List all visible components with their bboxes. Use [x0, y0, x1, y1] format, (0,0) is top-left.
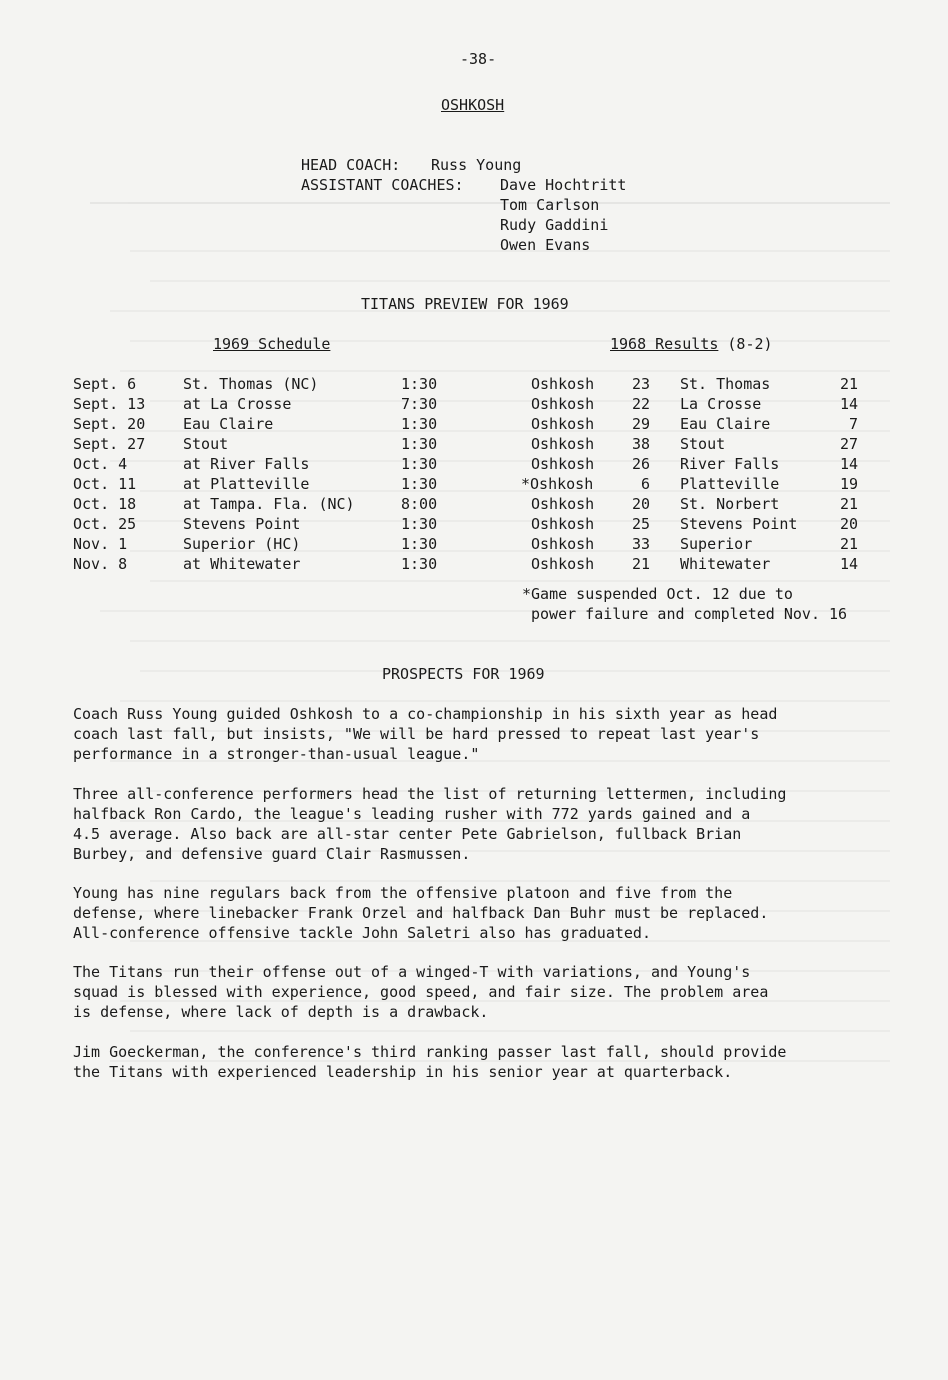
- result-team: *Oshkosh: [521, 475, 594, 493]
- result-score: 22: [631, 395, 650, 413]
- head-coach-label: HEAD COACH:: [301, 156, 401, 174]
- schedule-opponent: Stout: [183, 435, 229, 453]
- result-score: 25: [631, 515, 650, 533]
- schedule-time: 1:30: [401, 535, 438, 553]
- result-opp-score: 21: [839, 535, 858, 553]
- schedule-time: 1:30: [401, 415, 438, 433]
- schedule-date: Oct. 25: [73, 515, 137, 533]
- results-footnote-line1: *Game suspended Oct. 12 due to: [522, 585, 793, 603]
- schedule-date: Sept. 6: [73, 375, 137, 393]
- schedule-time: 7:30: [401, 395, 438, 413]
- assistant-coach: Owen Evans: [500, 236, 591, 254]
- paragraph-line: halfback Ron Cardo, the league's leading rusher with 772 yards gained and a: [73, 805, 751, 823]
- paragraph-line: the Titans with experienced leadership in his senior year at quarterback.: [73, 1063, 733, 1081]
- schedule-time: 1:30: [401, 555, 438, 573]
- result-team: Oshkosh: [531, 535, 595, 553]
- schedule-opponent: at River Falls: [183, 455, 310, 473]
- schedule-time: 1:30: [401, 375, 438, 393]
- result-opponent: Whitewater: [680, 555, 771, 573]
- result-team: Oshkosh: [531, 555, 595, 573]
- result-opponent: Platteville: [680, 475, 780, 493]
- result-opponent: Stout: [680, 435, 726, 453]
- paragraph-line: The Titans run their offense out of a winged-T with variations, and Young's: [73, 963, 751, 981]
- result-score: 38: [631, 435, 650, 453]
- schedule-date: Nov. 8: [73, 555, 128, 573]
- head-coach-name: Russ Young: [431, 156, 522, 174]
- result-opp-score: 14: [839, 395, 858, 413]
- schedule-date: Sept. 27: [73, 435, 146, 453]
- schedule-time: 1:30: [401, 515, 438, 533]
- results-header-label: 1968 Results: [610, 335, 719, 353]
- schedule-opponent: at La Crosse: [183, 395, 292, 413]
- result-opp-score: 21: [839, 375, 858, 393]
- result-opp-score: 14: [839, 455, 858, 473]
- schedule-date: Sept. 13: [73, 395, 146, 413]
- result-opponent: La Crosse: [680, 395, 762, 413]
- result-score: 26: [631, 455, 650, 473]
- result-team: Oshkosh: [531, 495, 595, 513]
- results-footnote-line2: power failure and completed Nov. 16: [531, 605, 848, 623]
- result-opp-score: 7: [848, 415, 858, 433]
- schedule-date: Sept. 20: [73, 415, 146, 433]
- result-opponent: Superior: [680, 535, 753, 553]
- schedule-time: 1:30: [401, 435, 438, 453]
- paragraph-line: Jim Goeckerman, the conference's third ranking passer last fall, should provide: [73, 1043, 787, 1061]
- result-opp-score: 21: [839, 495, 858, 513]
- schedule-opponent: Superior (HC): [183, 535, 301, 553]
- schedule-opponent: Stevens Point: [183, 515, 301, 533]
- result-opponent: Eau Claire: [680, 415, 771, 433]
- result-score: 29: [631, 415, 650, 433]
- school-title: OSHKOSH: [441, 96, 505, 114]
- paragraph-line: performance in a stronger-than-usual league.": [73, 745, 480, 763]
- schedule-opponent: Eau Claire: [183, 415, 274, 433]
- schedule-time: 1:30: [401, 475, 438, 493]
- paragraph: [73, 883, 873, 943]
- preview-title: TITANS PREVIEW FOR 1969: [361, 295, 569, 313]
- paragraph-line: coach last fall, but insists, "We will be hard pressed to repeat last year's: [73, 725, 760, 743]
- assistant-coach: Tom Carlson: [500, 196, 600, 214]
- schedule-date: Oct. 4: [73, 455, 128, 473]
- prospects-title: PROSPECTS FOR 1969: [382, 665, 545, 683]
- result-team: Oshkosh: [531, 415, 595, 433]
- assistant-coach: Dave Hochtritt: [500, 176, 627, 194]
- assistant-coaches-label: ASSISTANT COACHES:: [301, 176, 464, 194]
- result-team: Oshkosh: [531, 515, 595, 533]
- paragraph: [73, 962, 873, 1022]
- result-opp-score: 27: [839, 435, 858, 453]
- paragraph: [73, 704, 873, 764]
- paragraph-line: All-conference offensive tackle John Saletri also has graduated.: [73, 924, 651, 942]
- schedule-opponent: at Platteville: [183, 475, 310, 493]
- paragraph-line: 4.5 average. Also back are all-star center Pete Gabrielson, fullback Brian: [73, 825, 742, 843]
- paragraph-line: Three all-conference performers head the list of returning lettermen, including: [73, 785, 787, 803]
- paragraph-line: Coach Russ Young guided Oshkosh to a co-championship in his sixth year as head: [73, 705, 778, 723]
- schedule-opponent: at Tampa. Fla. (NC): [183, 495, 355, 513]
- paragraph-line: Young has nine regulars back from the offensive platoon and five from the: [73, 884, 733, 902]
- result-team: Oshkosh: [531, 435, 595, 453]
- schedule-date: Nov. 1: [73, 535, 128, 553]
- result-team: Oshkosh: [531, 395, 595, 413]
- result-opponent: St. Norbert: [680, 495, 780, 513]
- result-score: 33: [631, 535, 650, 553]
- assistant-coach: Rudy Gaddini: [500, 216, 609, 234]
- schedule-header: 1969 Schedule: [213, 335, 331, 353]
- schedule-opponent: St. Thomas (NC): [183, 375, 319, 393]
- result-score: 20: [631, 495, 650, 513]
- result-opp-score: 14: [839, 555, 858, 573]
- result-score: 23: [631, 375, 650, 393]
- paragraph-line: Burbey, and defensive guard Clair Rasmussen.: [73, 845, 471, 863]
- schedule-time: 1:30: [401, 455, 438, 473]
- result-team: Oshkosh: [531, 455, 595, 473]
- result-opponent: River Falls: [680, 455, 780, 473]
- paragraph: [73, 784, 873, 864]
- schedule-date: Oct. 11: [73, 475, 137, 493]
- result-opponent: Stevens Point: [680, 515, 798, 533]
- result-opp-score: 19: [839, 475, 858, 493]
- result-score: 21: [631, 555, 650, 573]
- result-opponent: St. Thomas: [680, 375, 771, 393]
- paragraph-line: defense, where linebacker Frank Orzel and halfback Dan Buhr must be replaced.: [73, 904, 769, 922]
- schedule-time: 8:00: [401, 495, 438, 513]
- page-number: -38-: [460, 50, 497, 68]
- result-score: 6: [640, 475, 650, 493]
- schedule-date: Oct. 18: [73, 495, 137, 513]
- result-team: Oshkosh: [531, 375, 595, 393]
- results-record: (8-2): [727, 335, 773, 353]
- paragraph-line: squad is blessed with experience, good speed, and fair size. The problem area: [73, 983, 769, 1001]
- paragraph-line: is defense, where lack of depth is a drawback.: [73, 1003, 489, 1021]
- paragraph: [73, 1042, 873, 1082]
- schedule-opponent: at Whitewater: [183, 555, 301, 573]
- results-header: [610, 334, 773, 354]
- result-opp-score: 20: [839, 515, 858, 533]
